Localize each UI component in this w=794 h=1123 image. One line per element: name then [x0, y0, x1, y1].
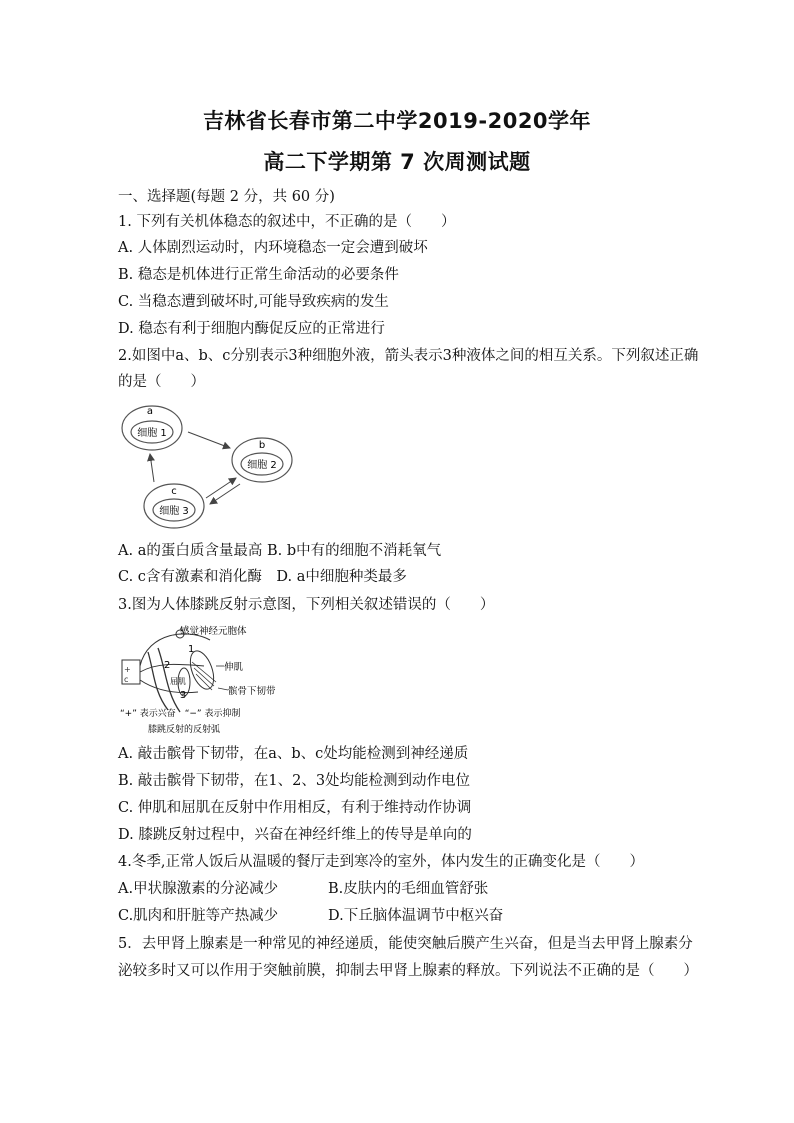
label-flexor: 屈肌	[170, 677, 186, 686]
q4-option-a: A.甲状腺激素的分泌减少	[118, 881, 279, 897]
q3-option-c: C. 伸肌和屈肌在反射中作用相反，有利于维持动作协调	[118, 800, 472, 816]
q3-option-a: A. 敲击髌骨下韧带，在a、b、c处均能检测到神经递质	[118, 746, 469, 762]
fluid-b-cell2	[232, 438, 292, 482]
label-cell1: 细胞 1	[137, 428, 167, 439]
svg-text:c: c	[124, 675, 129, 684]
label-extensor: 伸肌	[224, 662, 244, 673]
page-title: 吉林省长春市第二中学2019-2020学年	[202, 109, 592, 133]
q1-option-b: B. 稳态是机体进行正常生命活动的必要条件	[118, 267, 399, 283]
label-b: b	[258, 440, 266, 451]
q4-option-d: D.下丘脑体温调节中枢兴奋	[328, 908, 504, 924]
q1-option-d: D. 稳态有利于细胞内酶促反应的正常进行	[118, 321, 385, 337]
q2-options-ab: A. a的蛋白质含量最高 B. b中有的细胞不消耗氧气	[118, 543, 442, 559]
q1-option-a: A. 人体剧烈运动时，内环境稳态一定会遭到破坏	[118, 240, 428, 256]
q2-stem-line1: 2.如图中a、b、c分别表示3种细胞外液，箭头表示3种液体之间的相互关系。下列叙述正确	[118, 348, 699, 364]
arrow-c-to-a	[150, 454, 154, 482]
q1-stem: 1. 下列有关机体稳态的叙述中，不正确的是（ ）	[118, 214, 456, 230]
spinal-cord	[122, 660, 140, 684]
q2-fluid-diagram	[118, 398, 308, 534]
label-a: a	[146, 406, 154, 417]
q3-option-d: D. 膝跳反射过程中，兴奋在神经纤维上的传导是单向的	[118, 827, 472, 843]
figure-caption: 膝跳反射的反射弧	[148, 725, 221, 735]
arrow-a-to-b	[188, 432, 230, 448]
arrow-b-to-c	[210, 484, 240, 504]
label-patellar-ligament: 髌骨下韧带	[228, 686, 276, 697]
fluid-c-cell3	[144, 484, 204, 528]
q1-option-c: C. 当稳态遭到破坏时,可能导致疾病的发生	[118, 294, 389, 310]
label-1: 1	[188, 644, 195, 655]
q4-stem: 4.冬季,正常人饭后从温暖的餐厅走到寒冷的室外，体内发生的正确变化是（ ）	[118, 854, 644, 870]
q2-options-cd: C. c含有激素和消化酶 D. a中细胞种类最多	[118, 569, 407, 585]
q3-option-b: B. 敲击髌骨下韧带，在1、2、3处均能检测到动作电位	[118, 773, 471, 789]
q2-stem-line2: 的是（ ）	[118, 374, 205, 390]
page-subtitle: 高二下学期第 7 次周测试题	[263, 150, 531, 174]
q3-stem: 3.图为人体膝跳反射示意图，下列相关叙述错误的（ ）	[118, 597, 495, 613]
q4-option-c: C.肌肉和肝脏等产热减少	[118, 908, 279, 924]
label-3: 3	[180, 690, 187, 701]
fluid-a-cell1	[122, 406, 182, 450]
section-heading: 一、选择题(每题 2 分，共 60 分)	[118, 189, 335, 205]
label-2: 2	[164, 660, 171, 671]
q5-stem-line1: 5．去甲肾上腺素是一种常见的神经递质，能使突触后膜产生兴奋，但是当去甲肾上腺素分	[118, 936, 693, 952]
legend-plus-minus: “+” 表示兴奋 “−” 表示抑制	[120, 709, 241, 719]
svg-text:+: +	[124, 665, 131, 674]
label-sensory-neuron: 感觉神经元胞体	[180, 626, 247, 637]
q4-option-b: B.皮肤内的毛细血管舒张	[328, 881, 489, 897]
label-cell3: 细胞 3	[159, 506, 189, 517]
arrow-c-to-b	[206, 478, 236, 498]
q5-stem-line2: 泌较多时又可以作用于突触前膜，抑制去甲肾上腺素的释放。下列说法不正确的是（ ）	[118, 963, 698, 979]
label-c: c	[171, 486, 177, 497]
q3-knee-reflex-diagram	[118, 622, 288, 737]
label-cell2: 细胞 2	[247, 460, 277, 471]
